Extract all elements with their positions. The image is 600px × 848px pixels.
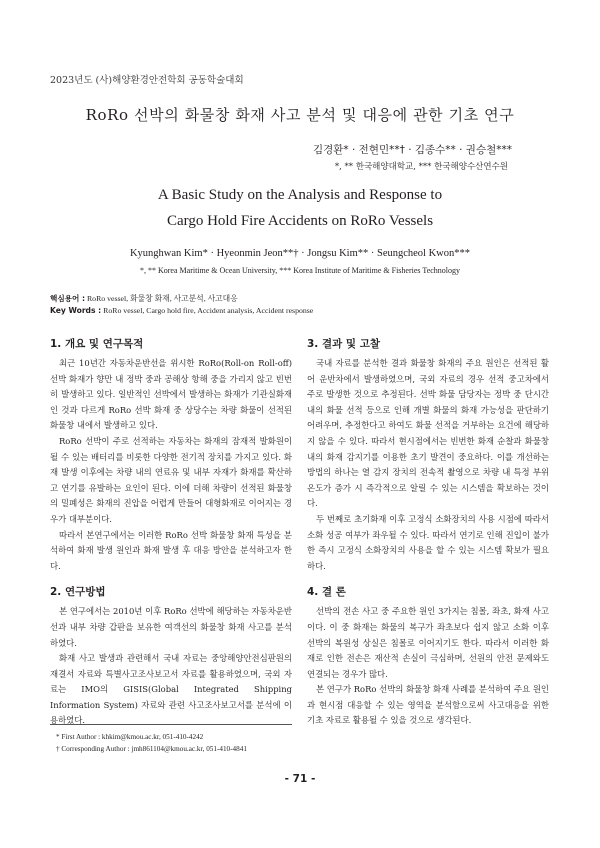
section-4-heading: 4. 결 론 bbox=[307, 586, 346, 599]
english-title-line1: A Basic Study on the Analysis and Response to bbox=[157, 187, 443, 203]
section-4-paragraph: 본 연구가 RoRo 선박의 화물창 화재 사례를 분석하여 주요 원인과 현시점 대응할 수 있는 영역을 분석함으로써 사고대응을 위한 기초 자료로 활용될 수 있을 것으로 생각된다. bbox=[307, 684, 549, 726]
section-1-paragraph: RoRo 선박이 주로 선적하는 자동차는 화재의 잠재적 발화원이 될 수 있는 배터리를 비롯한 다양한 전기적 장치를 가지고 있다. 화재 발생 이후에는 차량 내의 연료유 및 내부 자재가 화재를 확산하고 연기를 유발하는 요인이 된다. 이에 더해 차량이 선적된 화물창의 밀폐성은 화재의 진압을 어렵게 만들어 대형화재로 이어지는 경우가 대부분이다. bbox=[50, 435, 292, 524]
footnote-corresponding-author: † Corresponding Author : jmh861104@kmou.ac.kr, 051-410-4841 bbox=[56, 745, 247, 753]
keywords-english-text: RoRo vessel, Cargo hold fire, Accident analysis, Accident response bbox=[103, 306, 314, 315]
keywords-korean-label: 핵심용어 : bbox=[50, 294, 86, 303]
section-2-heading: 2. 연구방법 bbox=[50, 586, 106, 599]
keywords-korean-text: RoRo vessel, 화물창 화재, 사고분석, 사고대응 bbox=[86, 294, 238, 303]
keywords-english-label: Key Words : bbox=[50, 306, 102, 315]
section-2-paragraph: 화재 사고 발생과 관련해서 국내 자료는 중앙해양안전심판원의 재결서 자료와 특별사고조사보고서 자료를 활용하였으며, 국외 자료는 IMO의 GISIS(Global Integrated Shipping Information System) 자료와 관련 사고조사보고서를 분석에 이용하였다. bbox=[50, 653, 292, 726]
left-column bbox=[50, 336, 292, 729]
section-2-paragraph: 본 연구에서는 2010년 이후 RoRo 선박에 해당하는 자동차운반선과 내부 차량 갑판을 보유한 여객선의 화물창 화재 사고를 분석하였다. bbox=[50, 606, 292, 648]
section-1-paragraph: 따라서 본연구에서는 이러한 RoRo 선박 화물창 화재 특성을 분석하여 화재 발생 원인과 화재 발생 후 대응 방안을 분석하고자 한다. bbox=[50, 529, 292, 571]
english-authors: Kyunghwan Kim* · Hyeonmin Jeon**† · Jongsu Kim** · Seungcheol Kwon*** bbox=[129, 248, 471, 259]
english-affiliation: *, ** Korea Maritime & Ocean University, *** Korea Institute of Maritime & Fisheries Technology bbox=[139, 266, 461, 275]
keywords-korean bbox=[50, 293, 238, 304]
footnote-first-author: * First Author : khkim@kmou.ac.kr, 051-410-4242 bbox=[56, 733, 204, 741]
page-number: - 71 - bbox=[284, 773, 316, 785]
conference-header: 2023년도 (사)해양환경안전학회 공동학술대회 bbox=[50, 75, 244, 86]
korean-affiliation: *, ** 한국해양대학교, *** 한국해양수산연수원 bbox=[334, 162, 508, 172]
right-column bbox=[307, 336, 549, 729]
keywords-english bbox=[50, 306, 313, 315]
section-3-paragraph: 국내 자료를 분석한 결과 화물창 화재의 주요 원인은 선적된 활어 운반차에서 발생하였으며, 국외 자료의 경우 선적 중고차에서 주로 발생한 것으로 추정된다. 선박 화물 담당자는 정박 중 단시간 내의 화물 선적 등으로 인해 개별 화물의 화재 가능성을 판단하기 어려우며, 추정한다고 하여도 화물 선적을 거부하는 요건에 해당하지 않을 수 있다. 따라서 현시점에서는 빈번한 화재 순찰과 화물창 내의 화재 감지기를 이용한 초기 발견이 중요하다. 이를 개선하는 방법의 하나는 열 감지 장치의 전속적 촬영으로 차량 내 특정 부위 온도가 증가 시 즉각적으로 알릴 수 있는 시스템을 확보하는 것이다. bbox=[307, 358, 549, 509]
section-3-paragraph: 두 번째로 초기화재 이후 고정식 소화장치의 사용 시점에 따라서 소화 성공 여부가 좌우될 수 있다. 따라서 연기로 인해 진입이 불가한 즉시 고정식 소화장치의 사용을 할 수 있는 시스템 확보가 필요하다. bbox=[307, 513, 549, 571]
section-3-heading: 3. 결과 및 고찰 bbox=[307, 338, 380, 350]
section-4-paragraph: 선박의 전손 사고 중 주요한 원인 3가지는 침몰, 좌초, 화재 사고이다. 이 중 화재는 화물의 복구가 좌초보다 쉽지 않고 소화 이후 선박의 복원성 상실은 침몰로 이어지기도 한다. 따라서 이러한 화재로 인한 전손은 재산적 손실이 극심하며, 선원의 안전 문제와도 연결되는 경우가 많다. bbox=[307, 606, 549, 679]
korean-authors: 김경환* · 전현민**† · 김종수** · 권승철*** bbox=[312, 144, 512, 156]
english-title bbox=[0, 182, 600, 234]
section-1-heading: 1. 개요 및 연구목적 bbox=[50, 338, 144, 350]
footnotes bbox=[50, 724, 292, 755]
korean-title: RoRo 선박의 화물창 화재 사고 분석 및 대응에 관한 기초 연구 bbox=[85, 106, 515, 124]
english-title-line2: Cargo Hold Fire Accidents on RoRo Vessels bbox=[166, 213, 434, 229]
section-1-paragraph: 최근 10년간 자동차운반선을 위시한 RoRo(Roll-on Roll-off) 선박 화재가 향만 내 정박 중과 공해상 항해 중을 가리지 않고 빈번히 발생하고 있다. 일반적인 선박에서 발생하는 화재가 기관실화재인 것과 다르게 RoRo 선박 화재 중 상당수는 차량 화물이 선적된 화물창 내에서 발생하고 있다. bbox=[50, 358, 292, 431]
